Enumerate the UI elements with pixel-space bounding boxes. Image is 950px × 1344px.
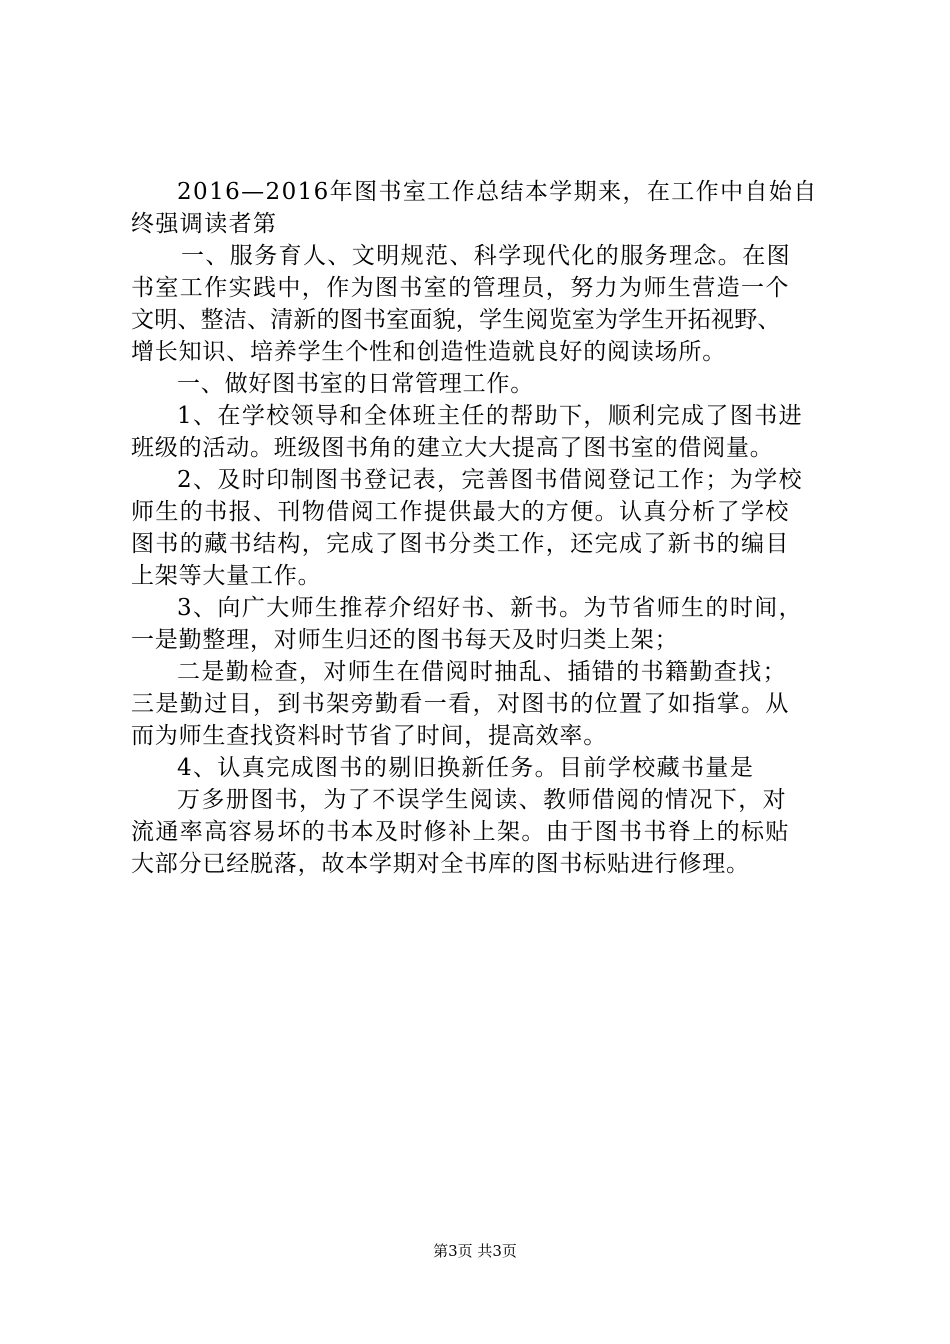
- text-line: 二是勤检查，对师生在借阅时抽乱、插错的书籍勤查找；: [177, 659, 787, 685]
- text-line: 图书的藏书结构，完成了图书分类工作，还完成了新书的编目: [131, 531, 790, 557]
- text-line: 一是勤整理，对师生归还的图书每天及时归类上架；: [131, 627, 679, 653]
- text-line: 增长知识、培养学生个性和创造性造就良好的阅读场所。: [131, 339, 726, 365]
- text-line: 万多册图书，为了不误学生阅读、教师借阅的情况下，对: [177, 787, 787, 813]
- text-line: 一、服务育人、文明规范、科学现代化的服务理念。在图: [181, 243, 791, 269]
- text-line: 文明、整洁、清新的图书室面貌，学生阅览室为学生开拓视野、: [131, 307, 781, 333]
- text-line: 师生的书报、刊物借阅工作提供最大的方便。认真分析了学校: [131, 499, 790, 525]
- text-line: 上架等大量工作。: [131, 563, 322, 589]
- text-line: 终强调读者第: [131, 211, 278, 237]
- text-line: 一、做好图书室的日常管理工作。: [177, 371, 534, 397]
- text-line: 4、认真完成图书的剔旧换新任务。目前学校藏书量是: [177, 755, 755, 781]
- page-footer: 第3页 共3页: [433, 1242, 517, 1260]
- document-body: [131, 176, 831, 880]
- text-line: 大部分已经脱落，故本学期对全书库的图书标贴进行修理。: [131, 851, 750, 877]
- text-line: 2016—2016年图书室工作总结本学期来，在工作中自始自: [177, 179, 818, 205]
- text-line: 2、及时印制图书登记表，完善图书借阅登记工作；为学校: [177, 467, 804, 493]
- text-line: 班级的活动。班级图书角的建立大大提高了图书室的借阅量。: [131, 435, 774, 461]
- text-line: 书室工作实践中，作为图书室的管理员，努力为师生营造一个: [131, 275, 790, 301]
- text-line: 三是勤过目，到书架旁勤看一看，对图书的位置了如指掌。从: [131, 691, 790, 717]
- text-line: 而为师生查找资料时节省了时间，提高效率。: [131, 723, 607, 749]
- text-line: 1、在学校领导和全体班主任的帮助下，顺利完成了图书进: [177, 403, 804, 429]
- text-line: 流通率高容易坏的书本及时修补上架。由于图书书脊上的标贴: [131, 819, 790, 845]
- text-line: 3、向广大师生推荐介绍好书、新书。为节省师生的时间，: [177, 595, 804, 621]
